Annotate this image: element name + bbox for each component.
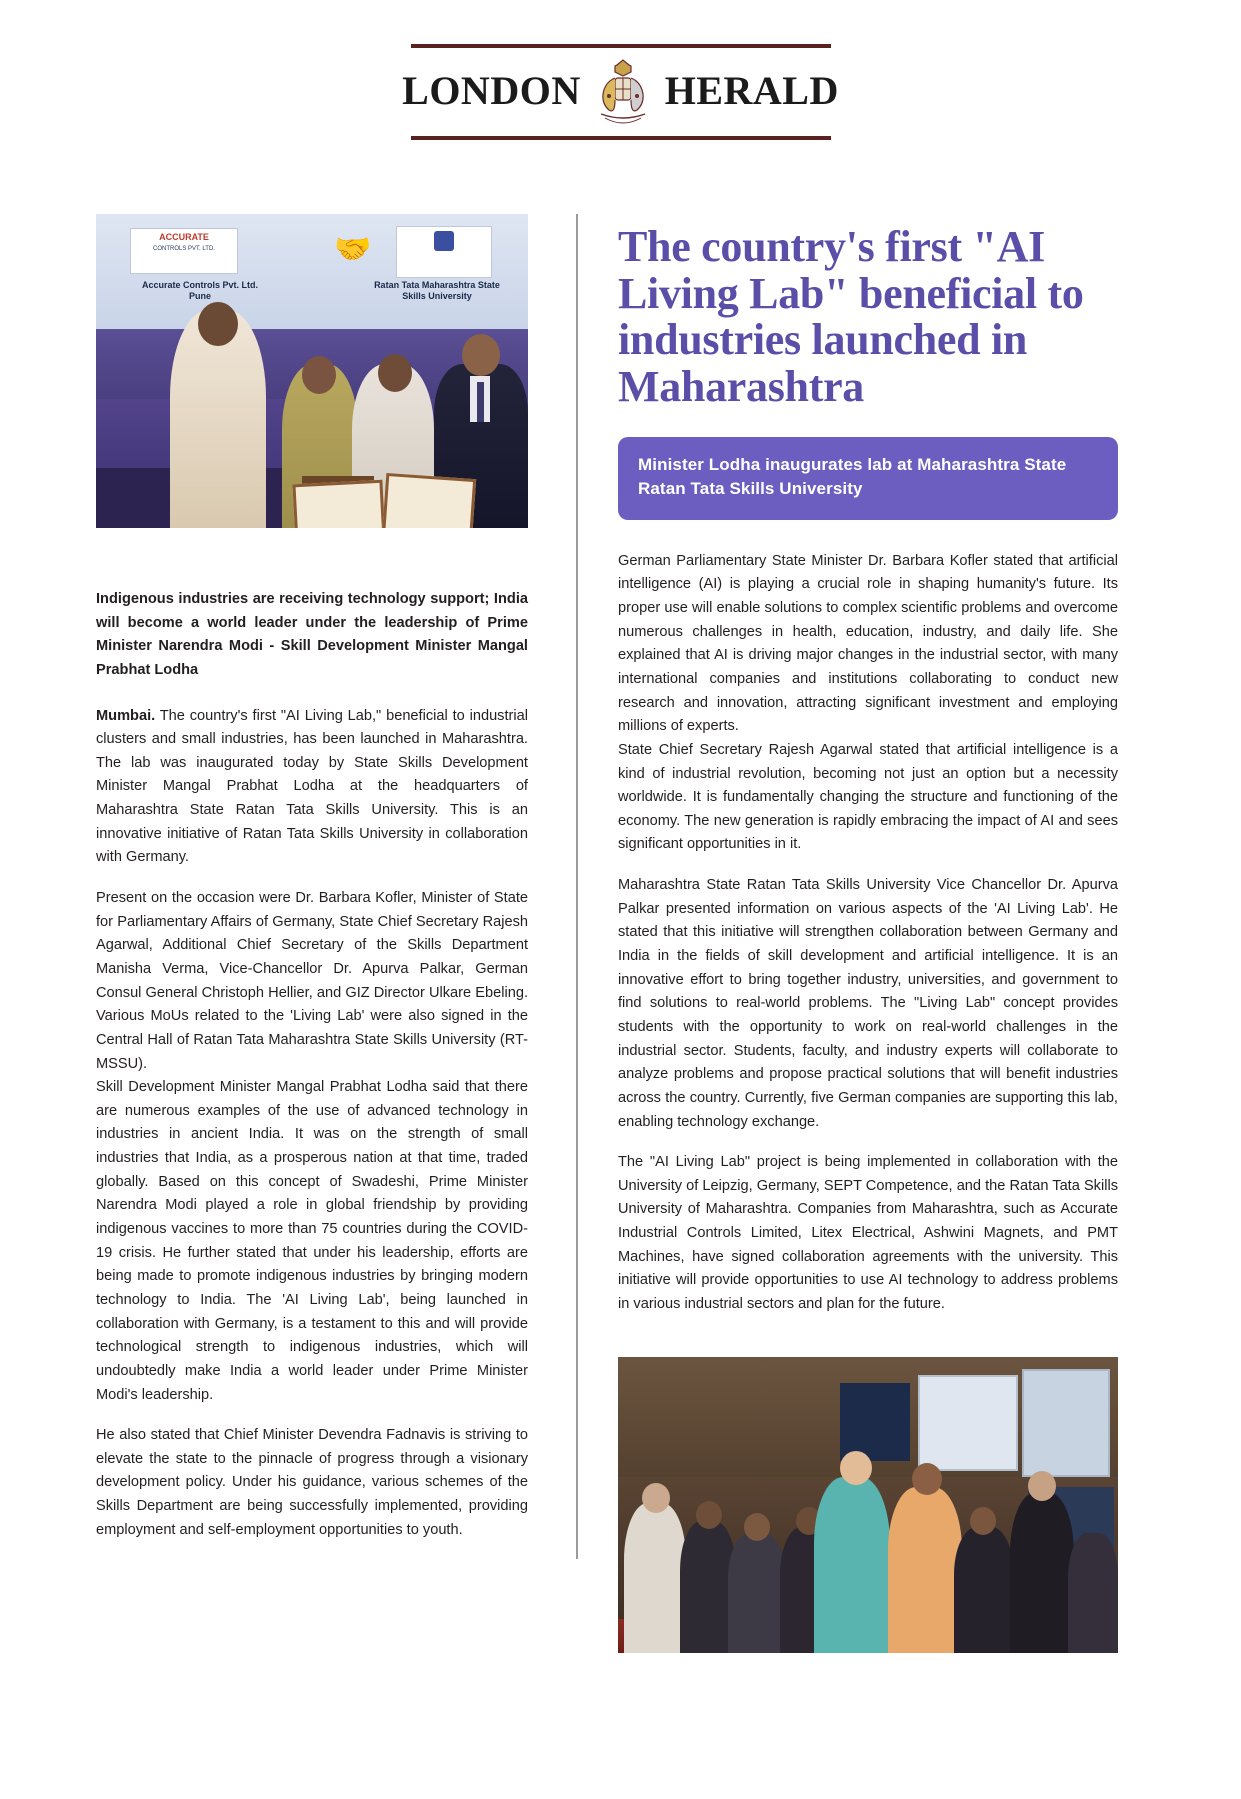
right-column — [618, 214, 1118, 1653]
article-page — [0, 214, 1241, 1614]
left-paragraph-4: He also stated that Chief Minister Devendra Fadnavis is striving to elevate the state to the pinnacle of progress through a visionary development policy. Under his guidance, various schemes of the Skills Department are being successfully implemented, providing employment and self-employment opportunities to youth. — [96, 1427, 528, 1538]
left-paragraph-1 — [96, 705, 528, 870]
right-paragraph-1: German Parliamentary State Minister Dr. Barbara Kofler stated that artificial intelligence (AI) is playing a crucial role in shaping humanity's future. Its proper use will enable solutions to complex scientific problems and overcome numerous challenges in health, education, industry, and daily life. She explained that AI is driving major changes in the industrial sector, with many international companies and institutions collaborating to conduct new research and innovation, attracting significant investment and employing millions of experts. — [618, 552, 1118, 735]
masthead-rule-bottom — [411, 136, 831, 140]
left-column — [96, 214, 528, 1559]
royal-coat-of-arms-icon — [591, 56, 655, 130]
masthead-word-right: HERALD — [664, 68, 839, 113]
page-title: The country's first "AI Living Lab" beneficial to industries launched in Maharashtra — [618, 222, 1084, 411]
accurate-logo — [130, 228, 238, 274]
masthead-rule-top — [411, 44, 831, 48]
masthead — [402, 44, 839, 140]
award-ceremony-photo — [96, 214, 528, 528]
masthead-row — [402, 56, 839, 130]
right-paragraph-4: The "AI Living Lab" project is being implemented in collaboration with the University of Leipzig, Germany, SEPT Competence, and the Ratan Tata Skills University of Maharashtra. Companies from Maharashtra, such as Accurate Industrial Controls Limited, Litex Electrical, Ashwini Magnets, and PMT Machines, have signed collaboration agreements with the university. This initiative will provide opportunities to use AI technology to address problems in various industrial sectors and plan for the future. — [618, 1154, 1118, 1312]
subheadline-banner: Minister Lodha inaugurates lab at Maharashtra State Ratan Tata Skills University — [618, 437, 1118, 520]
left-paragraph-2: Present on the occasion were Dr. Barbara Kofler, Minister of State for Parliamentary Affairs of Germany, State Chief Secretary Rajesh Agarwal, Additional Chief Secretary of the Skills Department Manisha Verma, Vice-Chancellor Dr. Apurva Palkar, German Consul General Christoph Hellier, and GIZ Director Ulkare Ebeling. Various MoUs related to the 'Living Lab' were also signed in the Central Hall of Ratan Tata Maharashtra State Skills University (RT-MSSU). — [96, 890, 528, 1072]
masthead-word-left: LONDON — [402, 68, 581, 113]
right-paragraph-3: Maharashtra State Ratan Tata Skills University Vice Chancellor Dr. Apurva Palkar presented information on various aspects of the 'AI Living Lab'. He stated that this initiative will strengthen collaboration between Germany and India in the fields of skill development and artificial intelligence. It is an innovative effort to bring together industry, universities, and government to find solutions to real-world problems. The "Living Lab" concept provides students with the opportunity to work on real-world challenges in the industrial sector. Students, faculty, and industry experts will collaborate to analyze problems and propose practical solutions that will benefit industries across the country. Currently, five German companies are supporting this lab, enabling technology exchange. — [618, 877, 1118, 1130]
right-paragraph-2: State Chief Secretary Rajesh Agarwal stated that artificial intelligence is a kind of industrial revolution, becoming not just an option but a necessity worldwide. It is fundamentally changing the structure and functioning of the economy. The new generation is rapidly embracing the impact of AI and sees significant opportunities in it. — [618, 741, 1118, 853]
standfirst: Indigenous industries are receiving technology support; India will become a world leader under the leadership of Prime Minister Narendra Modi - Skill Development Minister Mangal Prabhat Lodha — [96, 591, 528, 678]
handshake-icon: 🤝 — [334, 233, 372, 266]
dateline: Mumbai. — [96, 707, 156, 724]
exhibition-walkthrough-photo — [618, 1357, 1118, 1653]
left-paragraph-1-text: The country's first "AI Living Lab," beneficial to industrial clusters and small industries, has been launched in Maharashtra. The lab was inaugurated today by State Skills Development Minister Mangal Prabhat Lodha at the headquarters of Maharashtra State Ratan Tata Skills University. This is an innovative initiative of Ratan Tata Skills University in collaboration with Germany. — [96, 707, 528, 866]
accurate-logo-subtext: CONTROLS PVT. LTD. — [153, 245, 215, 252]
accurate-logo-text: ACCURATE — [159, 232, 209, 242]
banner-caption-right: Ratan Tata Maharashtra State Skills University — [374, 280, 500, 302]
university-logo — [396, 226, 492, 278]
banner-caption-left: Accurate Controls Pvt. Ltd. Pune — [141, 280, 258, 302]
column-divider — [576, 214, 578, 1559]
left-paragraph-3: Skill Development Minister Mangal Prabhat Lodha said that there are numerous examples of the use of advanced technology in industries in ancient India. It was on the strength of small industries that India, as a prosperous nation at that time, traded globally. Based on this concept of Swadeshi, Prime Minister Narendra Modi played a role in global friendship by providing indigenous vaccines to more than 75 countries during the COVID-19 crisis. He further stated that under his leadership, efforts are being made to promote indigenous industries by bringing modern technology to India. The 'AI Living Lab', being launched in collaboration with Germany, is a testament to this and will provide technological strength to indigenous industries, which will undoubtedly make India a world leader under Prime Minister Modi's leadership. — [96, 1079, 528, 1403]
